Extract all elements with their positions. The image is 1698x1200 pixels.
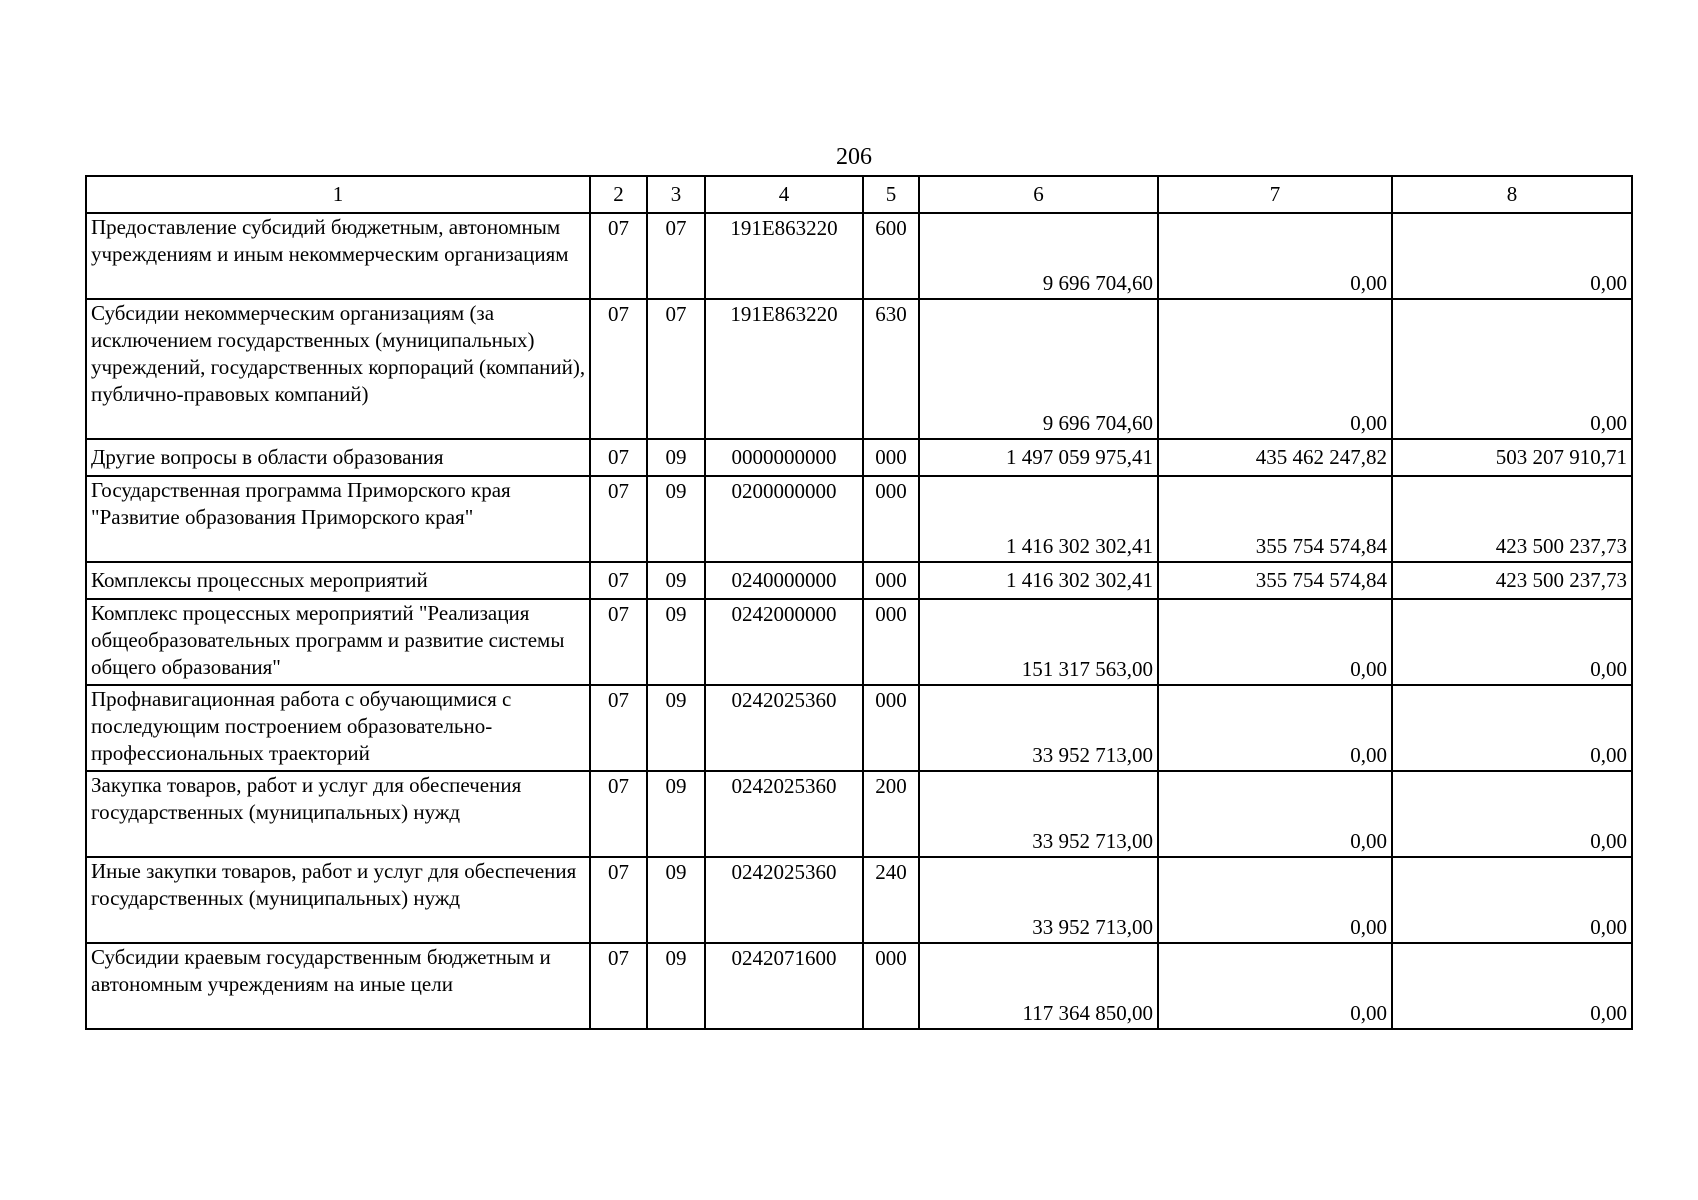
target-article-code: 0242025360 xyxy=(705,685,863,771)
section-code: 07 xyxy=(590,299,647,439)
target-article-code: 0242071600 xyxy=(705,943,863,1029)
expense-type-code: 000 xyxy=(863,599,919,685)
expense-type-code: 000 xyxy=(863,943,919,1029)
target-article-code: 0200000000 xyxy=(705,476,863,562)
amount-col-6: 33 952 713,00 xyxy=(919,771,1158,857)
amount-col-7: 0,00 xyxy=(1158,943,1392,1029)
expense-type-code: 630 xyxy=(863,299,919,439)
section-code: 07 xyxy=(590,685,647,771)
column-header-7: 7 xyxy=(1158,176,1392,213)
expense-type-code: 000 xyxy=(863,476,919,562)
expense-type-code: 000 xyxy=(863,439,919,476)
table-row xyxy=(86,476,1632,562)
amount-col-7: 0,00 xyxy=(1158,857,1392,943)
amount-col-8: 0,00 xyxy=(1392,857,1632,943)
section-code: 07 xyxy=(590,771,647,857)
table-row xyxy=(86,771,1632,857)
amount-col-7: 435 462 247,82 xyxy=(1158,439,1392,476)
amount-col-7: 355 754 574,84 xyxy=(1158,562,1392,599)
subsection-code: 09 xyxy=(647,857,705,943)
amount-col-8: 503 207 910,71 xyxy=(1392,439,1632,476)
subsection-code: 09 xyxy=(647,685,705,771)
expense-type-code: 600 xyxy=(863,213,919,299)
amount-col-7: 0,00 xyxy=(1158,685,1392,771)
subsection-code: 09 xyxy=(647,439,705,476)
section-code: 07 xyxy=(590,476,647,562)
amount-col-8: 0,00 xyxy=(1392,943,1632,1029)
section-code: 07 xyxy=(590,213,647,299)
amount-col-8: 423 500 237,73 xyxy=(1392,476,1632,562)
amount-col-7: 0,00 xyxy=(1158,771,1392,857)
column-header-5: 5 xyxy=(863,176,919,213)
target-article-code: 0000000000 xyxy=(705,439,863,476)
page-number: 206 xyxy=(836,144,872,170)
amount-col-7: 0,00 xyxy=(1158,599,1392,685)
subsection-code: 09 xyxy=(647,476,705,562)
section-code: 07 xyxy=(590,943,647,1029)
amount-col-6: 117 364 850,00 xyxy=(919,943,1158,1029)
target-article-code: 191E863220 xyxy=(705,299,863,439)
expense-type-code: 000 xyxy=(863,685,919,771)
target-article-code: 191E863220 xyxy=(705,213,863,299)
table-row xyxy=(86,562,1632,599)
row-name: Другие вопросы в области образования xyxy=(86,439,590,476)
subsection-code: 07 xyxy=(647,213,705,299)
amount-col-8: 0,00 xyxy=(1392,299,1632,439)
section-code: 07 xyxy=(590,439,647,476)
expense-type-code: 200 xyxy=(863,771,919,857)
table-header-row xyxy=(86,176,1632,213)
amount-col-6: 1 416 302 302,41 xyxy=(919,476,1158,562)
table-row xyxy=(86,439,1632,476)
table-row xyxy=(86,299,1632,439)
subsection-code: 09 xyxy=(647,943,705,1029)
column-header-6: 6 xyxy=(919,176,1158,213)
amount-col-8: 0,00 xyxy=(1392,599,1632,685)
amount-col-6: 1 416 302 302,41 xyxy=(919,562,1158,599)
row-name: Государственная программа Приморского края "Развитие образования Приморского края" xyxy=(86,476,590,562)
row-name: Предоставление субсидий бюджетным, автономным учреждениям и иным некоммерческим организациям xyxy=(86,213,590,299)
amount-col-8: 0,00 xyxy=(1392,771,1632,857)
amount-col-6: 9 696 704,60 xyxy=(919,299,1158,439)
row-name: Профнавигационная работа с обучающимися с последующим построением образовательно-профессиональных траекторий xyxy=(86,685,590,771)
target-article-code: 0242025360 xyxy=(705,857,863,943)
amount-col-7: 0,00 xyxy=(1158,213,1392,299)
amount-col-7: 355 754 574,84 xyxy=(1158,476,1392,562)
column-header-2: 2 xyxy=(590,176,647,213)
column-header-8: 8 xyxy=(1392,176,1632,213)
table-row xyxy=(86,685,1632,771)
table-row xyxy=(86,599,1632,685)
budget-table xyxy=(85,175,1633,1030)
subsection-code: 07 xyxy=(647,299,705,439)
subsection-code: 09 xyxy=(647,562,705,599)
subsection-code: 09 xyxy=(647,771,705,857)
target-article-code: 0240000000 xyxy=(705,562,863,599)
row-name: Иные закупки товаров, работ и услуг для обеспечения государственных (муниципальных) нужд xyxy=(86,857,590,943)
amount-col-8: 0,00 xyxy=(1392,685,1632,771)
table-row xyxy=(86,213,1632,299)
section-code: 07 xyxy=(590,599,647,685)
subsection-code: 09 xyxy=(647,599,705,685)
section-code: 07 xyxy=(590,857,647,943)
expense-type-code: 000 xyxy=(863,562,919,599)
row-name: Закупка товаров, работ и услуг для обеспечения государственных (муниципальных) нужд xyxy=(86,771,590,857)
table-row xyxy=(86,857,1632,943)
row-name: Комплекс процессных мероприятий "Реализация общеобразовательных программ и развитие системы общего образования" xyxy=(86,599,590,685)
amount-col-6: 1 497 059 975,41 xyxy=(919,439,1158,476)
column-header-1: 1 xyxy=(86,176,590,213)
column-header-4: 4 xyxy=(705,176,863,213)
amount-col-8: 423 500 237,73 xyxy=(1392,562,1632,599)
row-name: Комплексы процессных мероприятий xyxy=(86,562,590,599)
table-row xyxy=(86,943,1632,1029)
row-name: Субсидии краевым государственным бюджетным и автономным учреждениям на иные цели xyxy=(86,943,590,1029)
amount-col-7: 0,00 xyxy=(1158,299,1392,439)
amount-col-6: 33 952 713,00 xyxy=(919,685,1158,771)
section-code: 07 xyxy=(590,562,647,599)
column-header-3: 3 xyxy=(647,176,705,213)
amount-col-8: 0,00 xyxy=(1392,213,1632,299)
target-article-code: 0242000000 xyxy=(705,599,863,685)
target-article-code: 0242025360 xyxy=(705,771,863,857)
row-name: Субсидии некоммерческим организациям (за исключением государственных (муниципальных) учреждений, государственных корпораций (компаний), публично-правовых компаний) xyxy=(86,299,590,439)
amount-col-6: 33 952 713,00 xyxy=(919,857,1158,943)
expense-type-code: 240 xyxy=(863,857,919,943)
amount-col-6: 151 317 563,00 xyxy=(919,599,1158,685)
amount-col-6: 9 696 704,60 xyxy=(919,213,1158,299)
